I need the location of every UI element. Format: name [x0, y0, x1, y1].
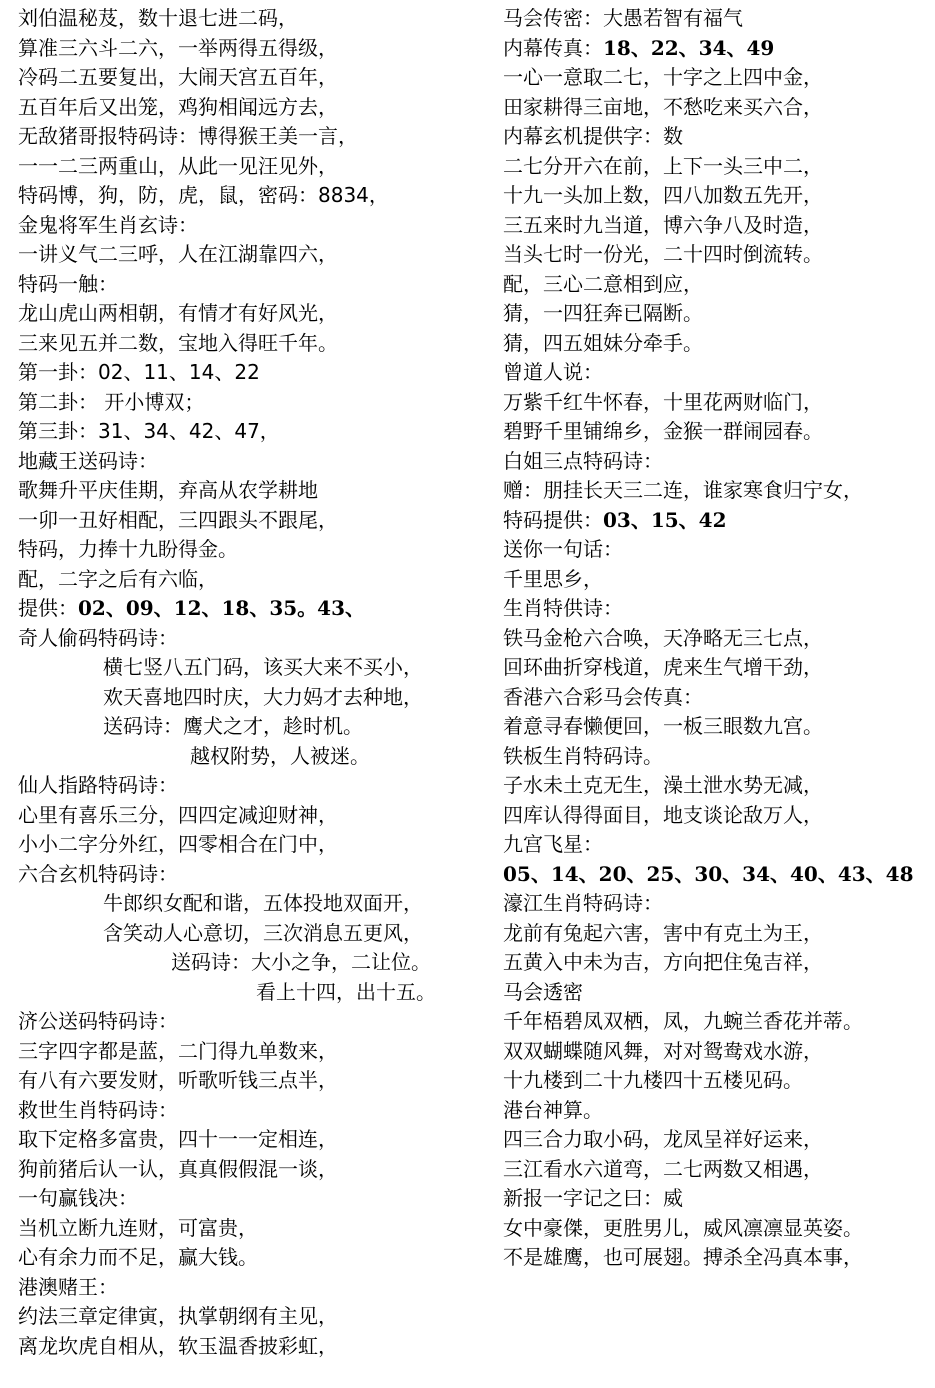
- right-column-line: [503, 889, 928, 919]
- left-column-line: [18, 830, 488, 860]
- line-text: 歌舞升平庆佳期，弃高从农学耕地: [18, 478, 318, 502]
- right-column-line: [503, 1184, 928, 1214]
- line-text: 看上十四，出十五。: [256, 979, 436, 1004]
- line-text: 仙人指路特码诗：: [18, 773, 178, 797]
- left-column-line: [18, 712, 488, 742]
- line-text: 不是雄鹰，也可展翅。搏杀全冯真本事，: [503, 1245, 863, 1269]
- right-column-line: [503, 270, 928, 300]
- left-column-line: [18, 1066, 488, 1096]
- line-text: 三五来时九当道，博六争八及时造，: [503, 212, 823, 237]
- right-column-line: [503, 978, 928, 1008]
- left-column-line: [18, 1096, 488, 1126]
- line-text: 特码一触：: [18, 271, 118, 296]
- line-text: 龙山虎山两相朝，有情才有好风光，: [18, 301, 338, 325]
- right-column-line: [503, 594, 928, 624]
- line-text: 新报一字记之曰：威: [503, 1186, 683, 1210]
- left-column-line: [18, 801, 488, 831]
- line-text: 田家耕得三亩地，不愁吃来买六合，: [503, 94, 823, 119]
- left-column-line: [18, 889, 488, 919]
- line-label: 内幕传真：: [503, 35, 603, 60]
- line-text: 牛郎织女配和谐，五体投地双面开，: [103, 891, 423, 915]
- right-column-line: [503, 447, 928, 477]
- line-text: 铁马金枪六合唤，天净略无三七点，: [503, 625, 823, 650]
- line-text: 救世生肖特码诗：: [18, 1097, 178, 1122]
- left-column-line: [18, 948, 488, 978]
- line-text: 子水未土克无生，澡土泄水势无减，: [503, 773, 823, 797]
- line-text: 万紫千红牛怀春，十里花两财临门，: [503, 389, 823, 414]
- line-text: 横七竖八五门码，该买大来不买小，: [103, 655, 423, 679]
- line-text: 港澳赌王：: [18, 1274, 118, 1299]
- line-text: 当机立断九连财，可富贵，: [18, 1215, 258, 1240]
- left-column-line: [18, 388, 488, 418]
- line-text: 算准三六斗二六，一举两得五得级，: [18, 35, 338, 60]
- line-text: 五百年后又出笼，鸡狗相闻远方去，: [18, 94, 338, 119]
- line-text: 含笑动人心意切，三次消息五更风，: [103, 920, 423, 945]
- line-text: 曾道人说：: [503, 360, 603, 384]
- line-text: 濠江生肖特码诗：: [503, 891, 663, 915]
- line-text: 一讲义气二三呼，人在江湖靠四六，: [18, 242, 338, 266]
- right-column-line: [503, 181, 928, 211]
- right-column-line: [503, 535, 928, 565]
- line-text: 送码诗：鹰犬之才，趁时机。: [103, 714, 363, 738]
- right-column-line: [503, 1007, 928, 1037]
- right-column: [503, 4, 928, 1273]
- right-column-line: [503, 1037, 928, 1067]
- left-column-line: [18, 93, 488, 123]
- line-label: 特码提供：: [503, 507, 603, 532]
- right-column-line: [503, 4, 928, 34]
- line-text: 千年梧碧凤双栖，凤，九蜿兰香花并蒂。: [503, 1009, 863, 1033]
- left-column-line: [18, 358, 488, 388]
- left-column-line: [18, 1184, 488, 1214]
- left-column-line: [18, 506, 488, 536]
- right-column-line: [503, 624, 928, 654]
- right-column-line: [503, 211, 928, 241]
- line-text: 双双蝴蝶随风舞，对对鸳鸯戏水游，: [503, 1038, 823, 1063]
- right-column-line: [503, 122, 928, 152]
- line-text: 港台神算。: [503, 1097, 603, 1122]
- left-column-line: [18, 860, 488, 890]
- line-text: 十九楼到二十九楼四十五楼见码。: [503, 1068, 803, 1092]
- right-column-line: [503, 299, 928, 329]
- left-column-line: [18, 211, 488, 241]
- line-text: 龙前有兔起六害，害中有克土为王，: [503, 920, 823, 945]
- line-text: 越权附势，人被迷。: [190, 743, 370, 768]
- line-text: 第一卦：02、11、14、22: [18, 360, 260, 384]
- line-text: 着意寻春懒便回，一板三眼数九宫。: [503, 714, 823, 738]
- left-column-line: [18, 1037, 488, 1067]
- right-column-line: [503, 476, 928, 506]
- line-text: 约法三章定律寅，执掌朝纲有主见，: [18, 1304, 338, 1328]
- right-column-line: [503, 506, 928, 536]
- line-text: 一一二三两重山，从此一见汪见外，: [18, 153, 338, 178]
- left-column-line: [18, 447, 488, 477]
- right-column-line: [503, 417, 928, 447]
- line-text: 济公送码特码诗：: [18, 1009, 178, 1033]
- line-text: 二七分开六在前，上下一头三中二，: [503, 153, 823, 178]
- right-column-line: [503, 1066, 928, 1096]
- line-text: 白姐三点特码诗：: [503, 448, 663, 473]
- left-column: [18, 4, 488, 1361]
- left-column-line: [18, 270, 488, 300]
- right-column-line: [503, 683, 928, 713]
- line-text: 当头七时一份光，二十四时倒流转。: [503, 242, 823, 266]
- left-column-line: [18, 152, 488, 182]
- line-text: 心里有喜乐三分，四四定减迎财神，: [18, 802, 338, 827]
- left-column-line: [18, 683, 488, 713]
- line-text: 碧野千里铺绵乡，金猴一群闹园春。: [503, 419, 823, 443]
- left-column-line: [18, 1007, 488, 1037]
- left-column-line: [18, 4, 488, 34]
- line-text: 一卯一丑好相配，三四跟头不跟尾，: [18, 507, 338, 532]
- right-column-line: [503, 801, 928, 831]
- left-column-line: [18, 919, 488, 949]
- line-text: 地藏王送码诗：: [18, 448, 158, 473]
- line-text: 无敌猪哥报特码诗：博得猴王美一言，: [18, 124, 358, 148]
- line-text: 冷码二五要复出，大闹天宫五百年，: [18, 65, 338, 89]
- left-column-line: [18, 34, 488, 64]
- line-text: 铁板生肖特码诗。: [503, 743, 663, 768]
- left-column-line: [18, 1155, 488, 1185]
- number-list: 18、22、34、49: [603, 35, 775, 60]
- line-text: 心有余力而不足，赢大钱。: [18, 1245, 258, 1269]
- left-column-line: [18, 1243, 488, 1273]
- line-text: 九宫飞星：: [503, 832, 603, 856]
- left-column-line: [18, 329, 488, 359]
- line-text: 配，三心二意相到应，: [503, 271, 703, 296]
- left-column-line: [18, 1332, 488, 1362]
- line-text: 三江看水六道弯，二七两数又相遇，: [503, 1156, 823, 1181]
- left-column-line: [18, 771, 488, 801]
- line-text: 取下定格多富贵，四十一一定相连，: [18, 1127, 338, 1151]
- left-column-line: [18, 565, 488, 595]
- line-text: 内幕玄机提供字：数: [503, 124, 683, 148]
- right-column-line: [503, 1096, 928, 1126]
- line-text: 三字四字都是蓝，二门得九单数来，: [18, 1038, 338, 1063]
- line-text: 猜，四五姐妹分牵手。: [503, 330, 703, 355]
- right-column-line: [503, 919, 928, 949]
- right-column-line: [503, 948, 928, 978]
- line-text: 刘伯温秘芨，数十退七进二码，: [18, 6, 298, 30]
- right-column-line: [503, 358, 928, 388]
- line-text: 回环曲折穿栈道，虎来生气增干劲，: [503, 655, 823, 679]
- line-text: 小小二字分外红，四零相合在门中，: [18, 832, 338, 856]
- right-column-line: [503, 712, 928, 742]
- right-column-line: [503, 830, 928, 860]
- left-column-line: [18, 476, 488, 506]
- right-column-line: [503, 771, 928, 801]
- right-column-line: [503, 34, 928, 64]
- left-column-line: [18, 1302, 488, 1332]
- right-column-line: [503, 860, 928, 890]
- line-text: 狗前猪后认一认，真真假假混一谈，: [18, 1156, 338, 1181]
- left-column-line: [18, 594, 488, 624]
- line-text: 四三合力取小码，龙凤呈祥好运来，: [503, 1127, 823, 1151]
- line-text: 离龙坎虎自相从，软玉温香披彩虹，: [18, 1333, 338, 1358]
- right-column-line: [503, 93, 928, 123]
- right-column-line: [503, 152, 928, 182]
- line-text: 特码，力捧十九盼得金。: [18, 537, 238, 561]
- line-text: 马会透密: [503, 979, 583, 1004]
- right-column-line: [503, 742, 928, 772]
- line-text: 女中豪傑，更胜男儿，威风凛凛显英姿。: [503, 1215, 863, 1240]
- right-column-line: [503, 1214, 928, 1244]
- line-text: 千里思乡，: [503, 566, 603, 591]
- right-column-line: [503, 1125, 928, 1155]
- line-label: 提供：: [18, 596, 78, 620]
- line-text: 有八有六要发财，听歌听钱三点半，: [18, 1068, 338, 1092]
- line-text: 三来见五并二数，宝地入得旺千年。: [18, 330, 338, 355]
- right-column-line: [503, 1243, 928, 1273]
- right-column-line: [503, 653, 928, 683]
- left-column-line: [18, 978, 488, 1008]
- left-column-line: [18, 1214, 488, 1244]
- line-text: 香港六合彩马会传真：: [503, 684, 703, 709]
- right-column-line: [503, 240, 928, 270]
- line-text: 赠：朋挂长天三二连，谁家寒食归宁女，: [503, 478, 863, 502]
- line-text: 马会传密：大愚若智有福气: [503, 6, 743, 30]
- line-text: 送码诗：大小之争，二让位。: [171, 950, 431, 974]
- left-column-line: [18, 417, 488, 447]
- line-text: 送你一句话：: [503, 537, 623, 561]
- line-text: 五黄入中未为吉，方向把住兔吉祥，: [503, 950, 823, 974]
- left-column-line: [18, 624, 488, 654]
- left-column-line: [18, 742, 488, 772]
- right-column-line: [503, 1155, 928, 1185]
- line-text: 欢天喜地四时庆，大力妈才去种地，: [103, 684, 423, 709]
- line-text: 一句赢钱决：: [18, 1186, 138, 1210]
- line-text: 猜，一四狂奔已隔断。: [503, 301, 703, 325]
- line-text: 生肖特供诗：: [503, 596, 623, 620]
- left-column-line: [18, 240, 488, 270]
- number-list: 05、14、20、25、30、34、40、43、48: [503, 861, 914, 886]
- line-text: 六合玄机特码诗：: [18, 861, 178, 886]
- line-text: 奇人偷码特码诗：: [18, 625, 178, 650]
- number-list: 02、09、12、18、35。43、: [78, 596, 365, 620]
- right-column-line: [503, 388, 928, 418]
- left-column-line: [18, 535, 488, 565]
- line-text: 一心一意取二七，十字之上四中金，: [503, 65, 823, 89]
- left-column-line: [18, 1125, 488, 1155]
- line-text: 第二卦： 开小博双；: [18, 389, 205, 414]
- left-column-line: [18, 1273, 488, 1303]
- right-column-line: [503, 329, 928, 359]
- left-column-line: [18, 653, 488, 683]
- line-text: 配，二字之后有六临，: [18, 566, 218, 591]
- line-text: 金鬼将军生肖玄诗：: [18, 212, 198, 237]
- number-list: 03、15、42: [603, 507, 727, 532]
- line-text: 第三卦：31、34、42、47，: [18, 419, 280, 443]
- line-text: 特码博，狗，防，虎，鼠，密码：8834，: [18, 183, 389, 207]
- left-column-line: [18, 299, 488, 329]
- right-column-line: [503, 565, 928, 595]
- left-column-line: [18, 63, 488, 93]
- line-text: 十九一头加上数，四八加数五先开，: [503, 183, 823, 207]
- left-column-line: [18, 181, 488, 211]
- left-column-line: [18, 122, 488, 152]
- right-column-line: [503, 63, 928, 93]
- line-text: 四库认得得面目，地支谈论敌万人，: [503, 802, 823, 827]
